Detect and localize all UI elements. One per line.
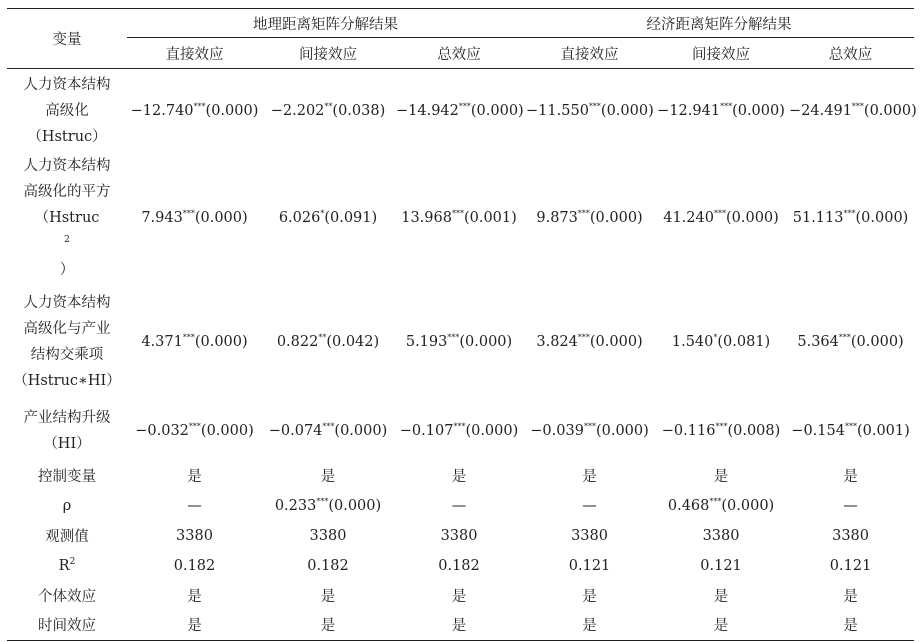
row-label: 人力资本结构 高级化与产业 结构交乘项 （Hstruc∗HI）: [13, 294, 121, 389]
value-cell: 3380: [176, 527, 213, 544]
value-cell: 3380: [440, 527, 478, 544]
value-cell: 是: [187, 469, 202, 485]
value-cell: −11.550***(0.000): [526, 101, 654, 119]
value-cell: 是: [582, 617, 597, 634]
value-cell: −0.039***(0.000): [530, 421, 649, 439]
value-cell: 0.121: [700, 557, 742, 574]
value-cell: 是: [713, 469, 729, 485]
value-cell: 3380: [832, 527, 869, 544]
table-row-hstruc: [7, 69, 914, 153]
header-row-groups: [7, 9, 914, 38]
value-cell: 是: [451, 469, 467, 485]
value-cell: —: [843, 497, 858, 514]
value-cell: —: [451, 497, 467, 514]
row-label: 时间效应: [38, 617, 96, 634]
value-cell: 是: [582, 469, 597, 485]
value-cell: 51.113***(0.000): [792, 208, 909, 226]
value-cell: −0.154***(0.001): [791, 421, 910, 439]
value-cell: 0.182: [438, 557, 480, 574]
value-cell: 9.873***(0.000): [536, 208, 643, 226]
value-cell: —: [187, 497, 202, 514]
value-cell: −2.202**(0.038): [270, 101, 386, 119]
table-row-rho: [7, 491, 914, 521]
value-cell: 是: [320, 617, 336, 634]
value-cell: 13.968***(0.001): [401, 208, 517, 226]
table-row-hi: [7, 401, 914, 461]
value-cell: 是: [582, 589, 597, 605]
value-cell: 0.121: [568, 557, 611, 574]
table-row-r-squared: [7, 551, 914, 581]
value-cell: 0.822**(0.042): [276, 332, 380, 350]
header-indirect-geo: 间接效应: [262, 38, 394, 69]
row-label: 观测值: [45, 529, 89, 545]
value-cell: 0.121: [829, 557, 872, 574]
value-cell: 是: [320, 589, 336, 605]
value-cell: 41.240***(0.000): [663, 208, 779, 226]
row-label: 控制变量: [38, 469, 96, 485]
value-cell: −12.740***(0.000): [130, 101, 259, 119]
header-indirect-econ: 间接效应: [655, 38, 787, 69]
value-cell: 0.233***(0.000): [274, 496, 382, 514]
row-label: 个体效应: [38, 589, 96, 605]
value-cell: −12.941***(0.000): [657, 101, 785, 119]
value-cell: 是: [843, 589, 858, 605]
value-cell: 7.943***(0.000): [141, 208, 248, 226]
value-cell: −0.032***(0.000): [135, 421, 254, 439]
row-label: 产业结构升级 （HI）: [23, 409, 111, 452]
value-cell: 是: [187, 617, 202, 634]
value-cell: 0.468***(0.000): [667, 496, 775, 514]
row-label: 人力资本结构 高级化 （Hstruc）: [23, 76, 111, 145]
table-row-hstruc-squared: [7, 153, 914, 283]
value-cell: 4.371***(0.000): [141, 332, 248, 350]
value-cell: 6.026*(0.091): [278, 208, 378, 226]
value-cell: 是: [320, 469, 336, 485]
table-row-individual-effect: [7, 581, 914, 611]
header-total-geo: 总效应: [394, 38, 524, 69]
value-cell: 0.182: [173, 557, 216, 574]
value-cell: 是: [843, 617, 858, 634]
value-cell: 1.540*(0.081): [671, 332, 771, 350]
value-cell: —: [582, 497, 597, 514]
value-cell: 是: [451, 589, 467, 605]
header-row-effects: [7, 38, 914, 69]
value-cell: −0.074***(0.000): [268, 421, 388, 439]
value-cell: 是: [451, 617, 467, 634]
table-row-time-effect: [7, 611, 914, 641]
value-cell: 是: [843, 469, 858, 485]
header-variable: 变量: [7, 9, 127, 69]
header-group-econ: 经济距离矩阵分解结果: [524, 9, 914, 38]
table-row-observations: [7, 521, 914, 551]
value-cell: −0.116***(0.008): [661, 421, 781, 439]
value-cell: −0.107***(0.000): [399, 421, 519, 439]
value-cell: 3.824***(0.000): [536, 332, 643, 350]
value-cell: 0.182: [307, 557, 349, 574]
value-cell: 3380: [571, 527, 608, 544]
header-direct-econ: 直接效应: [524, 38, 655, 69]
value-cell: 是: [713, 589, 729, 605]
value-cell: 5.364***(0.000): [797, 332, 904, 350]
value-cell: 是: [187, 589, 202, 605]
value-cell: 5.193***(0.000): [405, 332, 513, 350]
row-label: ρ: [62, 497, 72, 514]
table-row-interaction: [7, 283, 914, 401]
header-group-geo: 地理距离矩阵分解结果: [127, 9, 524, 38]
row-label: $R^2$: [58, 556, 76, 574]
value-cell: 3380: [309, 527, 347, 544]
table-row-controls: [7, 461, 914, 491]
value-cell: −14.942***(0.000): [396, 101, 524, 119]
value-cell: 3380: [702, 527, 740, 544]
value-cell: 是: [713, 617, 729, 634]
value-cell: −24.491***(0.000): [789, 101, 917, 119]
regression-results-table: [7, 8, 917, 641]
row-label: 人力资本结构 高级化的平方 （Hstruc $^2$ ）: [23, 157, 111, 278]
header-direct-geo: 直接效应: [127, 38, 262, 69]
header-total-econ: 总效应: [787, 38, 914, 69]
